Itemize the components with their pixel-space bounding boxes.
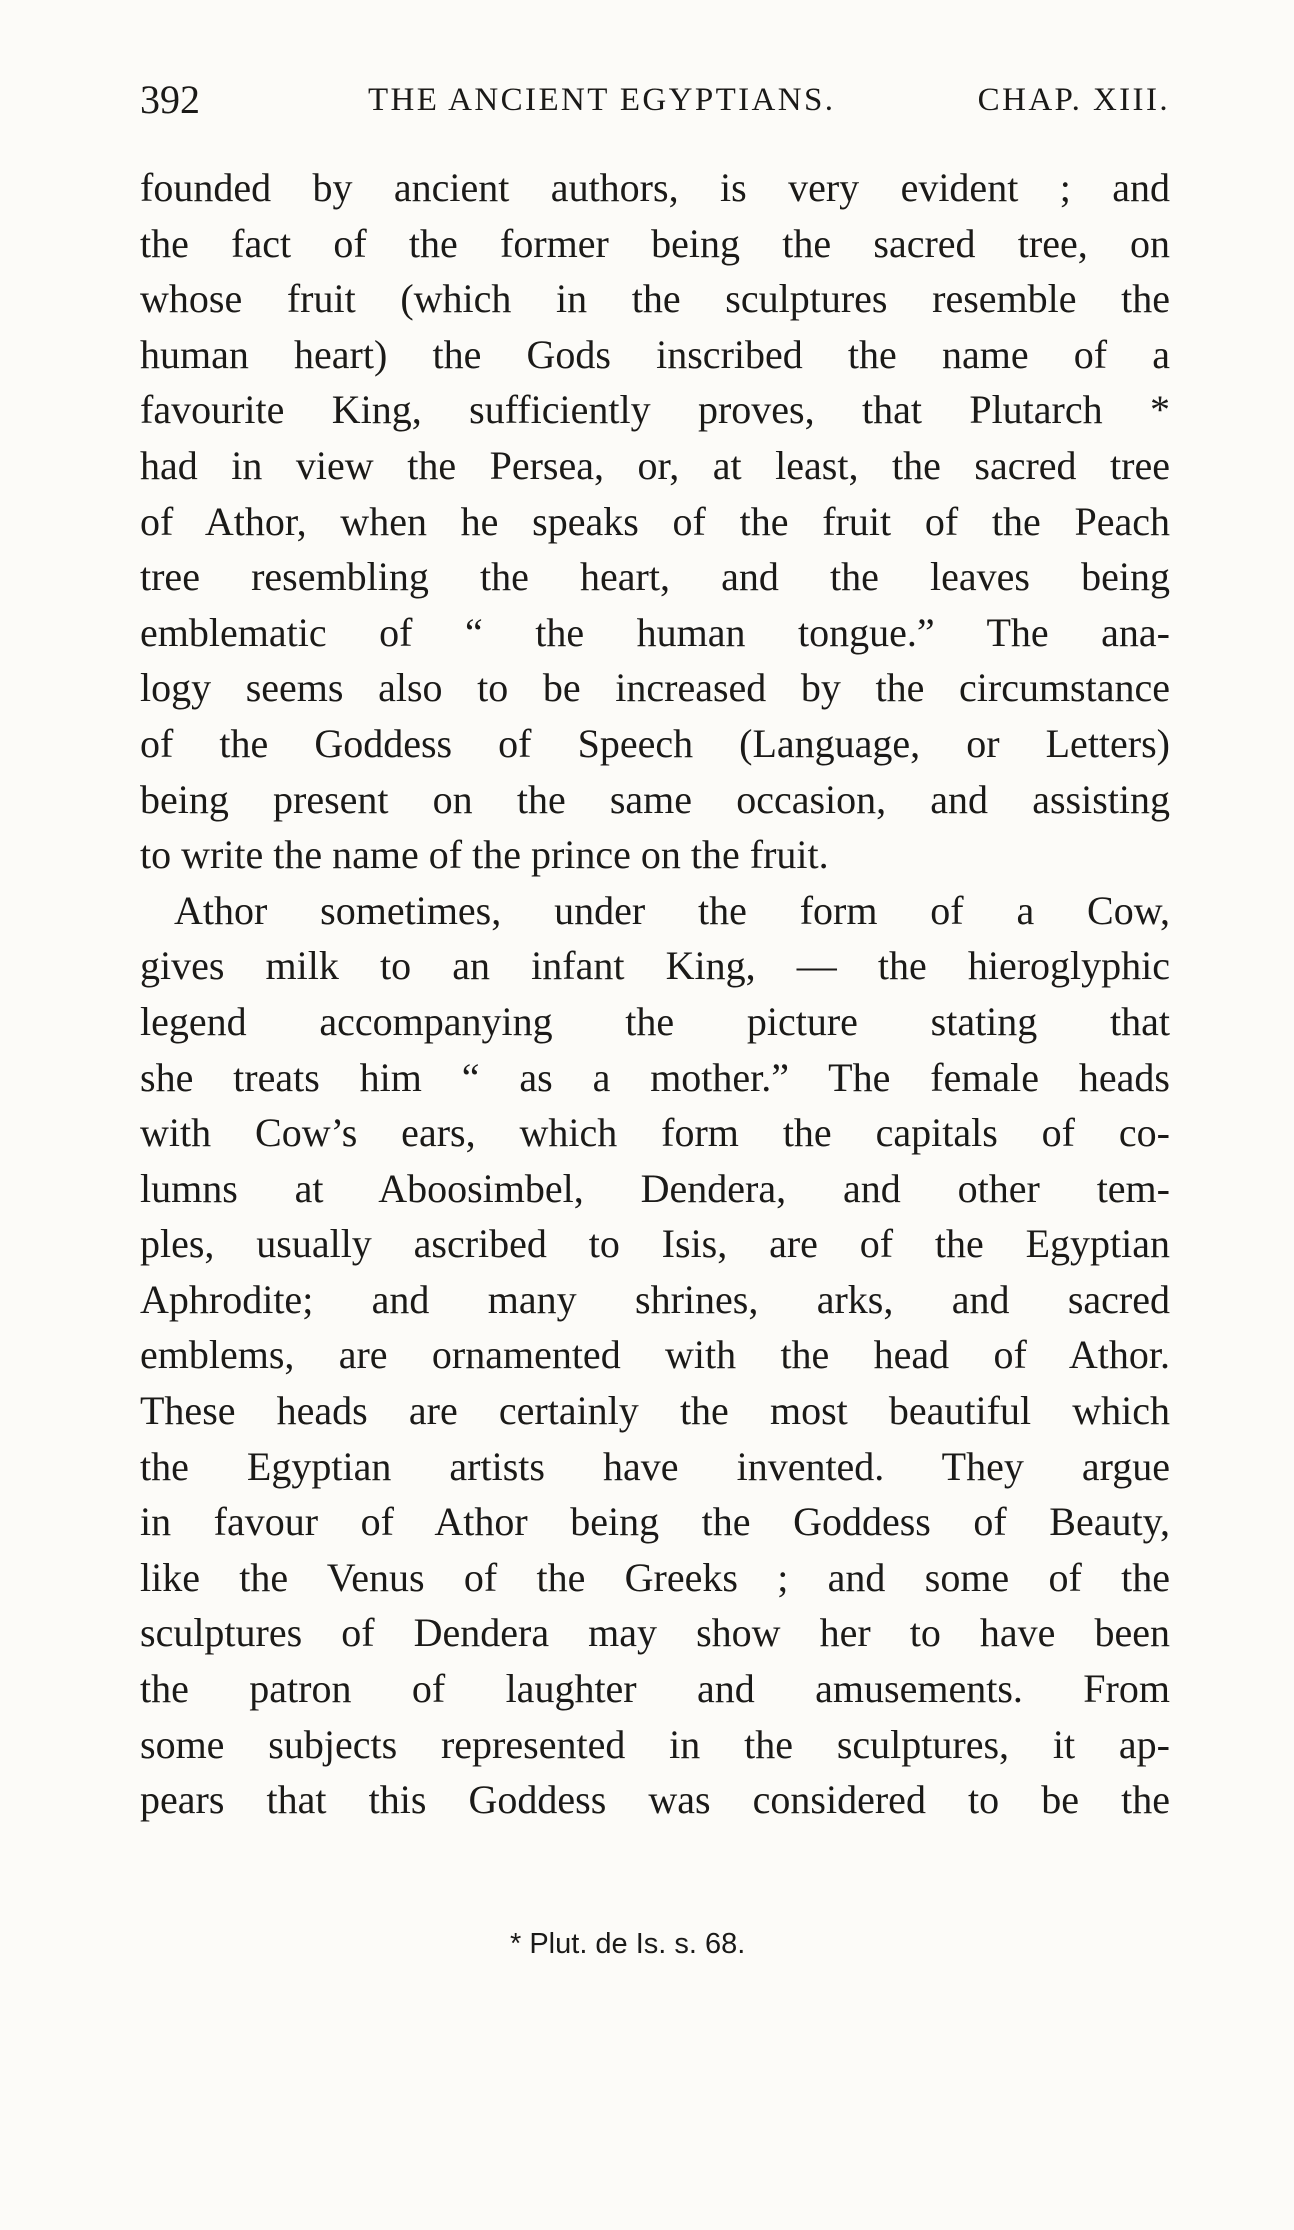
text-line: emblems, are ornamented with the head of Athor. — [140, 1332, 1170, 1378]
text-line: the fact of the former being the sacred tree, on — [140, 220, 1170, 266]
text-line: being present on the same occasion, and assisting — [140, 776, 1170, 822]
text-line: in favour of Athor being the Goddess of Beauty, — [140, 1499, 1170, 1545]
paragraph-first-line: Athor sometimes, under the form of a Cow, — [174, 887, 1170, 933]
page-number: 392 — [140, 77, 200, 122]
text-line: founded by ancient authors, is very evident ; and — [140, 165, 1170, 210]
running-head — [140, 76, 1170, 126]
text-line: the Egyptian artists have invented. They argue — [140, 1443, 1170, 1489]
text-line: These heads are certainly the most beautiful which — [140, 1388, 1170, 1434]
text-line: she treats him “ as a mother.” The female heads — [140, 1054, 1170, 1100]
text-line: whose fruit (which in the sculptures resemble the — [140, 276, 1170, 322]
text-line: the patron of laughter and amusements. From — [140, 1666, 1170, 1712]
text-line: pears that this Goddess was considered to be the — [140, 1777, 1170, 1823]
chapter-label: CHAP. XIII. — [977, 82, 1170, 118]
text-line: with Cow’s ears, which form the capitals of co- — [140, 1110, 1170, 1156]
paragraph-last-line: to write the name of the prince on the fruit. — [140, 832, 829, 878]
text-line: had in view the Persea, or, at least, the sacred tree — [140, 442, 1170, 488]
text-line: favourite King, sufficiently proves, that Plutarch * — [140, 387, 1170, 433]
body-text — [140, 160, 1170, 1828]
text-line: emblematic of “ the human tongue.” The ana- — [140, 609, 1170, 655]
text-line: like the Venus of the Greeks ; and some of the — [140, 1554, 1170, 1600]
text-line: gives milk to an infant King, — the hieroglyphic — [140, 943, 1170, 989]
text-line: of Athor, when he speaks of the fruit of the Peach — [140, 498, 1170, 544]
text-line: some subjects represented in the sculptures, it ap- — [140, 1721, 1170, 1767]
text-line: human heart) the Gods inscribed the name of a — [140, 331, 1170, 377]
text-line: sculptures of Dendera may show her to have been — [140, 1610, 1170, 1656]
text-line: tree resembling the heart, and the leaves being — [140, 554, 1170, 600]
text-line: ples, usually ascribed to Isis, are of the Egyptian — [140, 1221, 1170, 1267]
text-line: of the Goddess of Speech (Language, or Letters) — [140, 720, 1170, 766]
running-title: THE ANCIENT EGYPTIANS. — [368, 82, 836, 118]
text-line: lumns at Aboosimbel, Dendera, and other tem- — [140, 1165, 1170, 1211]
text-line: legend accompanying the picture stating that — [140, 998, 1170, 1044]
text-line: logy seems also to be increased by the circumstance — [140, 665, 1170, 711]
footnote: * Plut. de Is. s. 68. — [510, 1928, 746, 1960]
text-line: Aphrodite; and many shrines, arks, and sacred — [140, 1276, 1170, 1322]
